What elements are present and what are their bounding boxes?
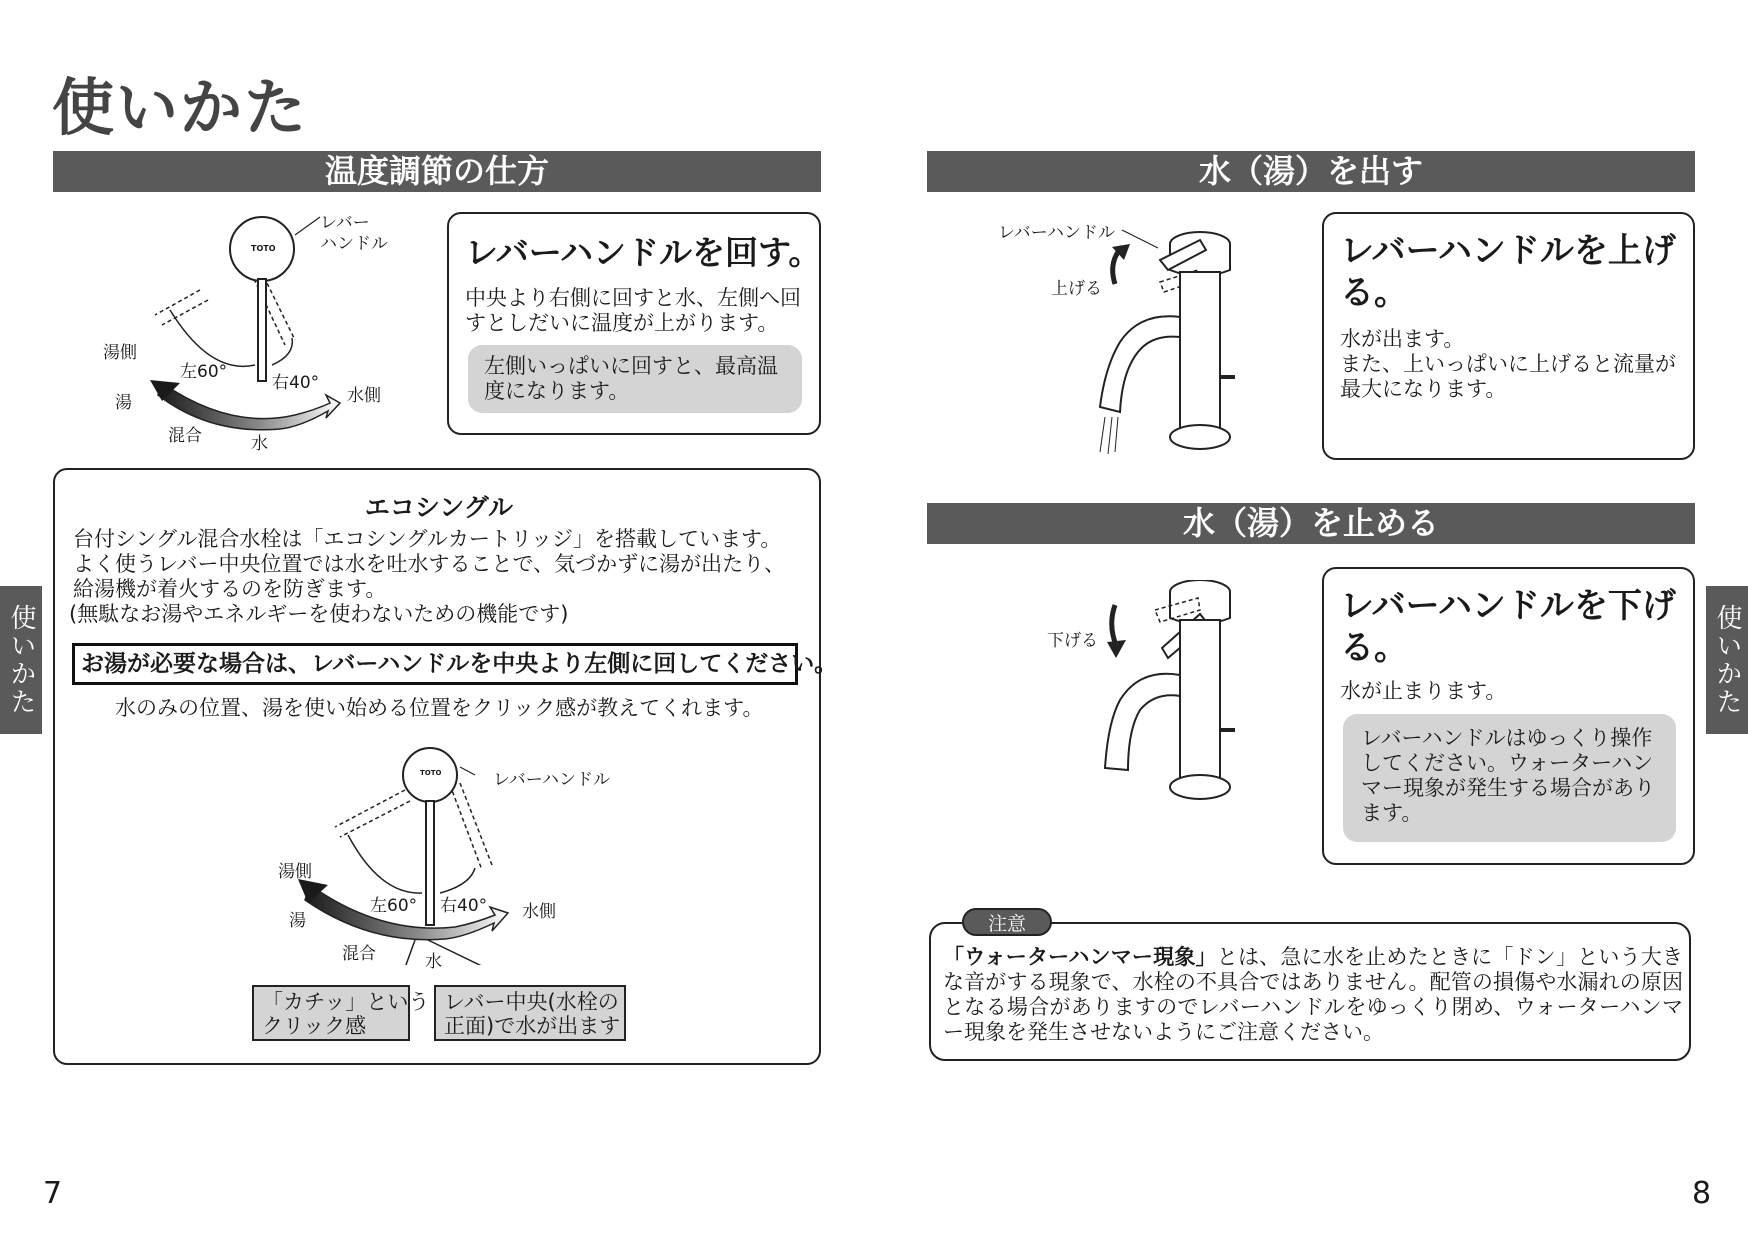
instruction-box-raise (1322, 212, 1695, 460)
right-angle-label-2: 右40° (440, 896, 488, 916)
eco-emphasis: お湯が必要な場合は、レバーハンドルを中央より左側に回してください。 (72, 643, 798, 685)
instruction1-line-1: 水が出ます。 (1340, 327, 1465, 351)
instruction-box-lower (1322, 567, 1695, 865)
section-title-temperature: 温度調節の仕方 (53, 151, 821, 192)
eco-sub: 水のみの位置、湯を使い始める位置をクリック感が教えてくれます。 (115, 696, 764, 720)
toto-logo: TOTO (251, 244, 276, 253)
caution-bold: 「ウォーターハンマー現象」 (943, 945, 1217, 969)
lever-label: レバー ハンドル (320, 213, 388, 254)
mixed-label: 混合 (168, 426, 202, 446)
callout-center-line-1: レバー中央(水栓の (444, 990, 619, 1014)
section-title-turn-off: 水（湯）を止める (927, 503, 1695, 544)
caution-paragraph (943, 945, 1683, 1045)
eco-line-2: よく使うレバー中央位置では水を吐水することで、気づかずに湯が出たり、 (73, 552, 786, 576)
instruction1-heading: レバーハンドルを上げる。 (1340, 231, 1676, 313)
page-number-left: 7 (43, 1176, 63, 1211)
caution-badge: 注意 (962, 908, 1052, 936)
eco-title: エコシングル (364, 493, 514, 522)
hot-side-label: 湯側 (103, 343, 137, 363)
faucet-raise-illustration (1060, 222, 1260, 462)
eco-line-3: 給湯機が着火するのを防ぎます。 (73, 577, 387, 601)
caution-box (929, 922, 1691, 1061)
instruction2-text: 水が止まります。 (1340, 679, 1507, 703)
left-angle-label: 左60° (180, 362, 228, 382)
mixed-label-2: 混合 (342, 944, 376, 964)
instruction2-heading: レバーハンドルを下げる。 (1340, 586, 1676, 668)
page-number-right: 8 (1692, 1176, 1712, 1211)
cold-side-label: 水側 (347, 386, 381, 406)
instruction-note: 左側いっぱいに回すと、最高温度になります。 (468, 345, 802, 413)
lever-label-2: レバーハンドル (493, 770, 610, 790)
cold-side-label-2: 水側 (522, 902, 556, 922)
callout-center-line-2: 正面)で水が出ます (444, 1014, 621, 1038)
eco-line-4: (無駄なお湯やエネルギーを使わないための機能です) (69, 602, 569, 626)
faucet-lower-illustration (1060, 580, 1260, 810)
instruction-heading: レバーハンドルを回す。 (465, 233, 822, 272)
callout-click-feel (252, 985, 430, 1041)
eco-line-1: 台付シングル混合水栓は「エコシングルカートリッジ」を搭載しています。 (73, 527, 782, 551)
side-tab-left: 使いかた (0, 586, 42, 734)
right-angle-label: 右40° (272, 373, 320, 393)
instruction-box-rotate (447, 212, 821, 435)
callout-center-water (434, 985, 626, 1041)
lower-label: 下げる (1047, 631, 1098, 651)
section-title-turn-on: 水（湯）を出す (927, 151, 1695, 192)
raise-label: 上げる (1051, 279, 1102, 299)
callout-click-line-2: クリック感 (262, 1014, 367, 1038)
hot-label: 湯 (115, 393, 132, 413)
caution-text: とは、急に水を止めたときに「ドン」という大きな音がする現象で、水栓の不具合ではありません。配管の損傷や水漏れの原因となる場合がありますのでレバーハンドルをゆっくり閉め、ウォーターハンマー現象を発生させないようにご注意ください。 (943, 945, 1684, 1044)
instruction-text: 中央より右側に回すと水、左側へ回すとしだいに温度が上がります。 (465, 286, 801, 335)
instruction1-line-3: 最大になります。 (1340, 377, 1507, 401)
instruction1-line-2: また、上いっぱいに上げると流量が (1340, 352, 1676, 376)
water-label: 水 (251, 434, 268, 454)
toto-logo-2: TOTO (420, 769, 442, 777)
hot-side-label-2: 湯側 (278, 862, 312, 882)
hot-label-2: 湯 (289, 911, 306, 931)
side-tab-right: 使いかた (1706, 586, 1748, 734)
callout-click-line-1: 「カチッ」という (262, 990, 430, 1014)
page-title: 使いかた (52, 71, 309, 144)
water-label-2: 水 (425, 952, 442, 972)
faucet1-lever-label: レバーハンドル (998, 223, 1115, 243)
instruction2-note: レバーハンドルはゆっくり操作してください。ウォーターハンマー現象が発生する場合があります。 (1343, 714, 1676, 842)
left-angle-label-2: 左60° (370, 896, 418, 916)
